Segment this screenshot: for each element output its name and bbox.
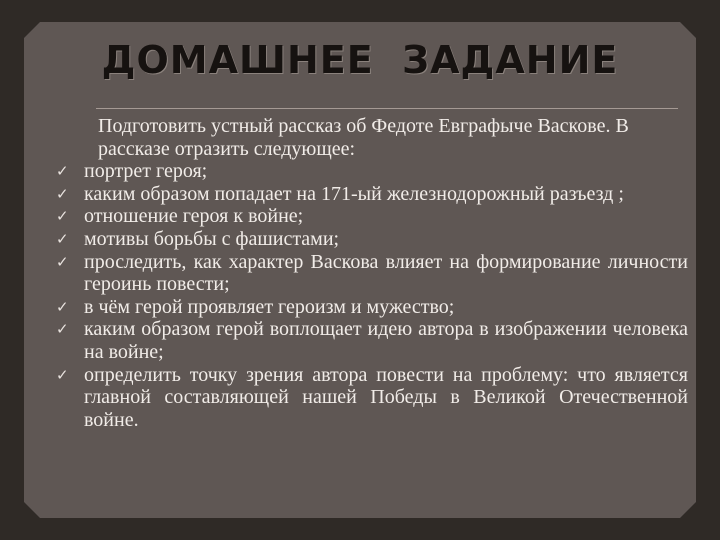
- list-item-text: портрет героя;: [84, 160, 208, 183]
- checkmark-icon: ✓: [56, 365, 69, 384]
- title-divider: [96, 108, 678, 109]
- list-item-text: мотивы борьбы с фашистами;: [84, 227, 340, 250]
- assignment-body: [56, 115, 688, 431]
- assignment-intro: Подготовить устный рассказ об Федоте Евграфыче Васкове. В рассказе отразить следующее:: [98, 115, 629, 160]
- checkmark-icon: ✓: [56, 252, 69, 271]
- list-item: [56, 182, 688, 206]
- slide-title: ДОМАШНЕЕ ЗАДАНИЕ: [101, 38, 619, 82]
- list-item: [56, 160, 688, 183]
- list-item-text: отношение героя к войне;: [84, 205, 304, 228]
- checkmark-icon: ✓: [56, 320, 69, 339]
- list-item: [56, 227, 688, 251]
- list-item-text: каким образом попадает на 171-ый железнодорожный разъезд ;: [84, 182, 624, 205]
- list-item: [56, 250, 688, 296]
- list-item: [56, 205, 688, 228]
- list-item-text: в чём герой проявляет героизм и мужество;: [84, 295, 455, 318]
- checkmark-icon: ✓: [56, 229, 69, 248]
- checkmark-icon: ✓: [56, 162, 69, 181]
- checkmark-icon: ✓: [56, 184, 69, 203]
- list-item-text: проследить, как характер Васкова влияет на формирование личности героинь повести;: [84, 250, 688, 296]
- list-item: [56, 318, 688, 363]
- checkmark-icon: ✓: [56, 207, 69, 226]
- list-item-text: определить точку зрения автора повести на проблему: что является главной составляющей нашей Победы в Великой Отечественной войне.: [84, 363, 688, 431]
- list-item: [56, 295, 688, 319]
- list-item: [56, 363, 688, 432]
- checkmark-icon: ✓: [56, 297, 69, 316]
- list-item-text: каким образом герой воплощает идею автора в изображении человека на войне;: [84, 318, 688, 363]
